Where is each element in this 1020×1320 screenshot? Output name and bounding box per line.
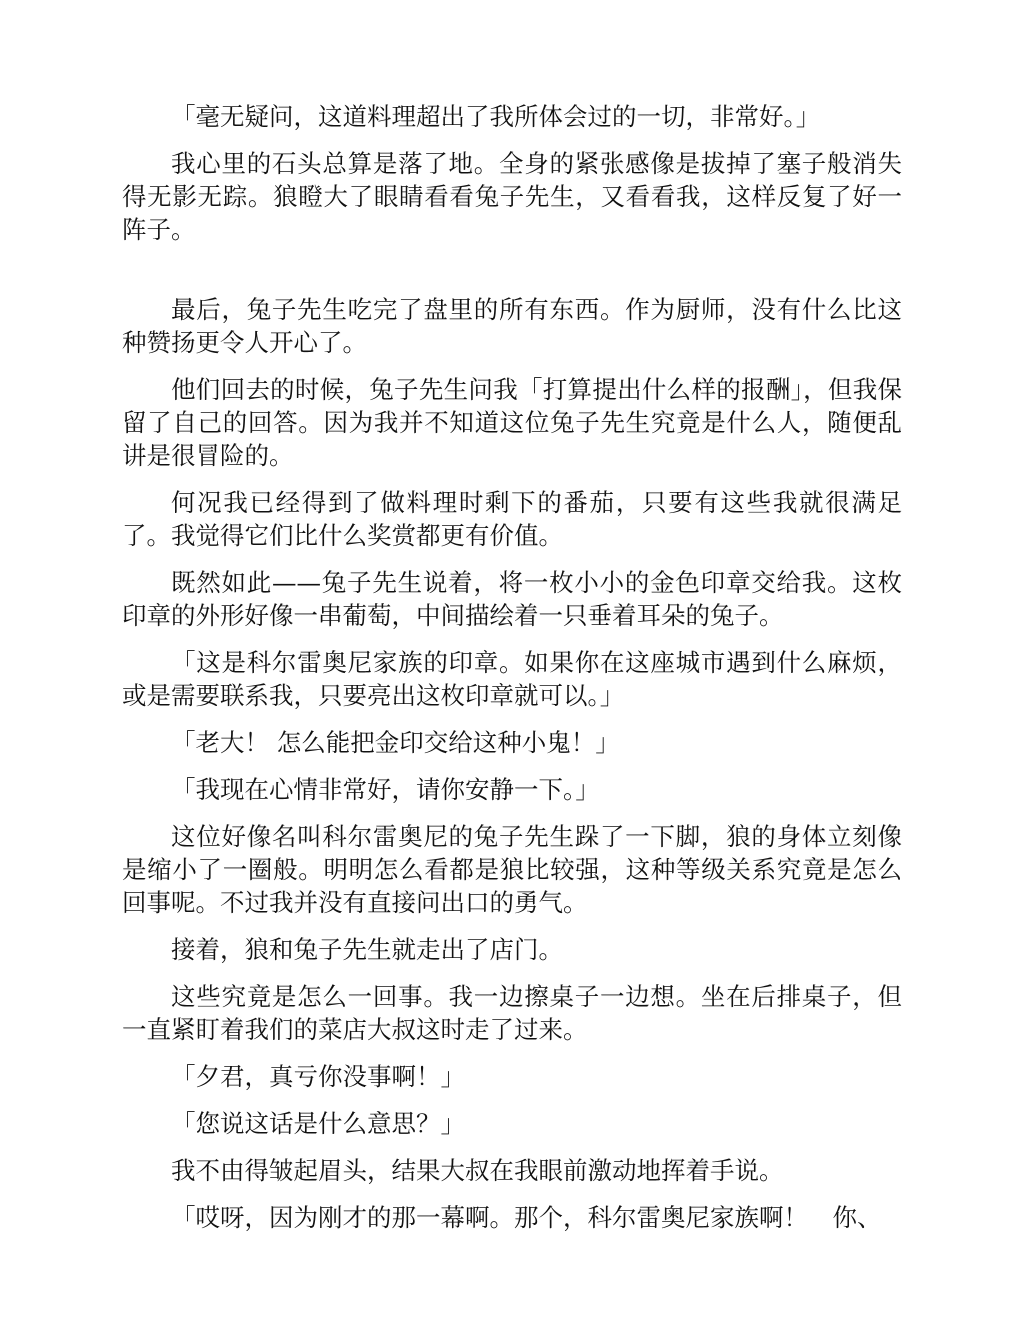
paragraph-4: 他们回去的时候，兔子先生问我「打算提出什么样的报酬」，但我保留了自己的回答。因为我并不知道这位兔子先生究竟是什么人，随便乱讲是很冒险的。 <box>122 375 902 470</box>
paragraph-5: 何况我已经得到了做料理时剩下的番茄，只要有这些我就很满足了。我觉得它们比什么奖赏都更有价值。 <box>122 488 902 550</box>
paragraph-14: 「您说这话是什么意思？」 <box>171 1109 465 1138</box>
paragraph-3: 最后，兔子先生吃完了盘里的所有东西。作为厨师，没有什么比这种赞扬更令人开心了。 <box>122 295 902 357</box>
paragraph-10: 这位好像名叫科尔雷奥尼的兔子先生跺了一下脚，狼的身体立刻像是缩小了一圈般。明明怎么看都是狼比较强，这种等级关系究竟是怎么回事呢。不过我并没有直接问出口的勇气。 <box>122 822 902 917</box>
paragraph-9: 「我现在心情非常好，请你安静一下。」 <box>171 775 600 804</box>
paragraph-13: 「夕君，真亏你没事啊！」 <box>171 1062 465 1091</box>
paragraph-15: 我不由得皱起眉头，结果大叔在我眼前激动地挥着手说。 <box>171 1156 784 1185</box>
paragraph-11: 接着，狼和兔子先生就走出了店门。 <box>171 935 563 964</box>
paragraph-8: 「老大！ 怎么能把金印交给这种小鬼！」 <box>171 728 620 757</box>
paragraph-6: 既然如此——兔子先生说着，将一枚小小的金色印章交给我。这枚印章的外形好像一串葡萄，中间描绘着一只垂着耳朵的兔子。 <box>122 568 902 630</box>
paragraph-1: 「毫无疑问，这道料理超出了我所体会过的一切，非常好。」 <box>171 102 821 131</box>
paragraph-7: 「这是科尔雷奥尼家族的印章。如果你在这座城市遇到什么麻烦，或是需要联系我，只要亮出这枚印章就可以。」 <box>122 648 902 710</box>
paragraph-2: 我心里的石头总算是落了地。全身的紧张感像是拔掉了塞子般消失得无影无踪。狼瞪大了眼睛看看兔子先生，又看看我，这样反复了好一阵子。 <box>122 149 902 244</box>
paragraph-16: 「哎呀，因为刚才的那一幕啊。那个，科尔雷奥尼家族啊！ 你、 <box>171 1203 882 1232</box>
paragraph-12: 这些究竟是怎么一回事。我一边擦桌子一边想。坐在后排桌子，但一直紧盯着我们的菜店大叔这时走了过来。 <box>122 982 902 1044</box>
document-page <box>122 100 902 1248</box>
